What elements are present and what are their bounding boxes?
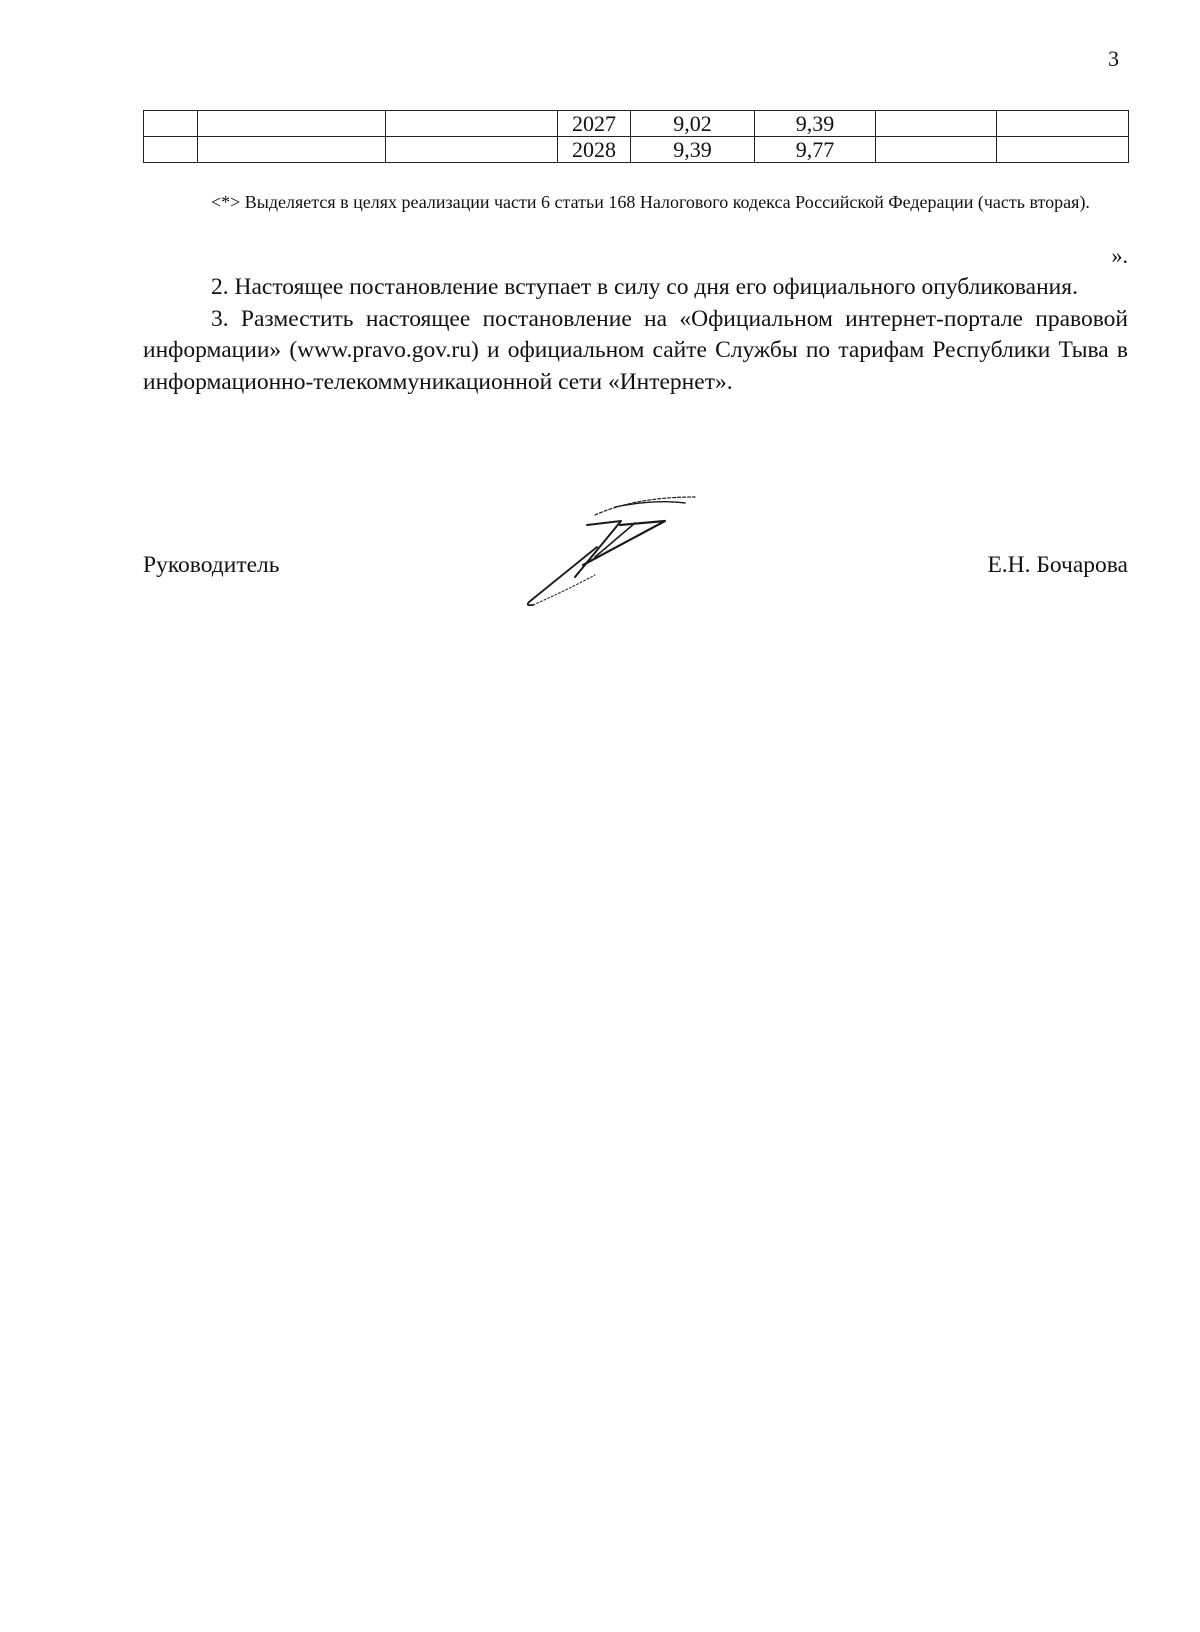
table-cell-empty [386,137,558,163]
paragraph-2: 2. Настоящее постановление вступает в силу со дня его официального опубликования. [211,274,1078,300]
table-cell-year: 2027 [558,111,631,137]
table-cell-year: 2028 [558,137,631,163]
signature-mark [525,485,725,615]
body-text [143,272,1128,398]
table-cell-value: 9,39 [631,137,755,163]
table-cell-empty [386,111,558,137]
table-cell-value: 9,77 [755,137,876,163]
closing-quote: ». [1111,243,1128,268]
tariff-table [143,110,1129,163]
page-number: 3 [1108,46,1119,71]
table-cell-empty [876,137,997,163]
table-cell-empty [997,111,1129,137]
table-cell-empty [198,137,386,163]
table-row [144,137,1129,163]
table-cell-empty [144,111,198,137]
table-cell-empty [997,137,1129,163]
table-cell-value: 9,39 [755,111,876,137]
table-row [144,111,1129,137]
table-cell-value: 9,02 [631,111,755,137]
signatory-title: Руководитель [143,552,280,578]
table-cell-empty [198,111,386,137]
paragraph-3: 3. Разместить настоящее постановление на «Официальном интернет-портале правовой информации» (www.pravo.gov.ru) и официальном сайте Службы по тарифам Республики Тыва в информационно-телекоммуникационной сети «Интернет». [143,305,1128,395]
footnote: <*> Выделяется в целях реализации части 6 статьи 168 Налогового кодекса Российской Федерации (часть вторая). [211,192,1090,212]
table-cell-empty [144,137,198,163]
table-cell-empty [876,111,997,137]
signatory-name: Е.Н. Бочарова [987,552,1128,578]
